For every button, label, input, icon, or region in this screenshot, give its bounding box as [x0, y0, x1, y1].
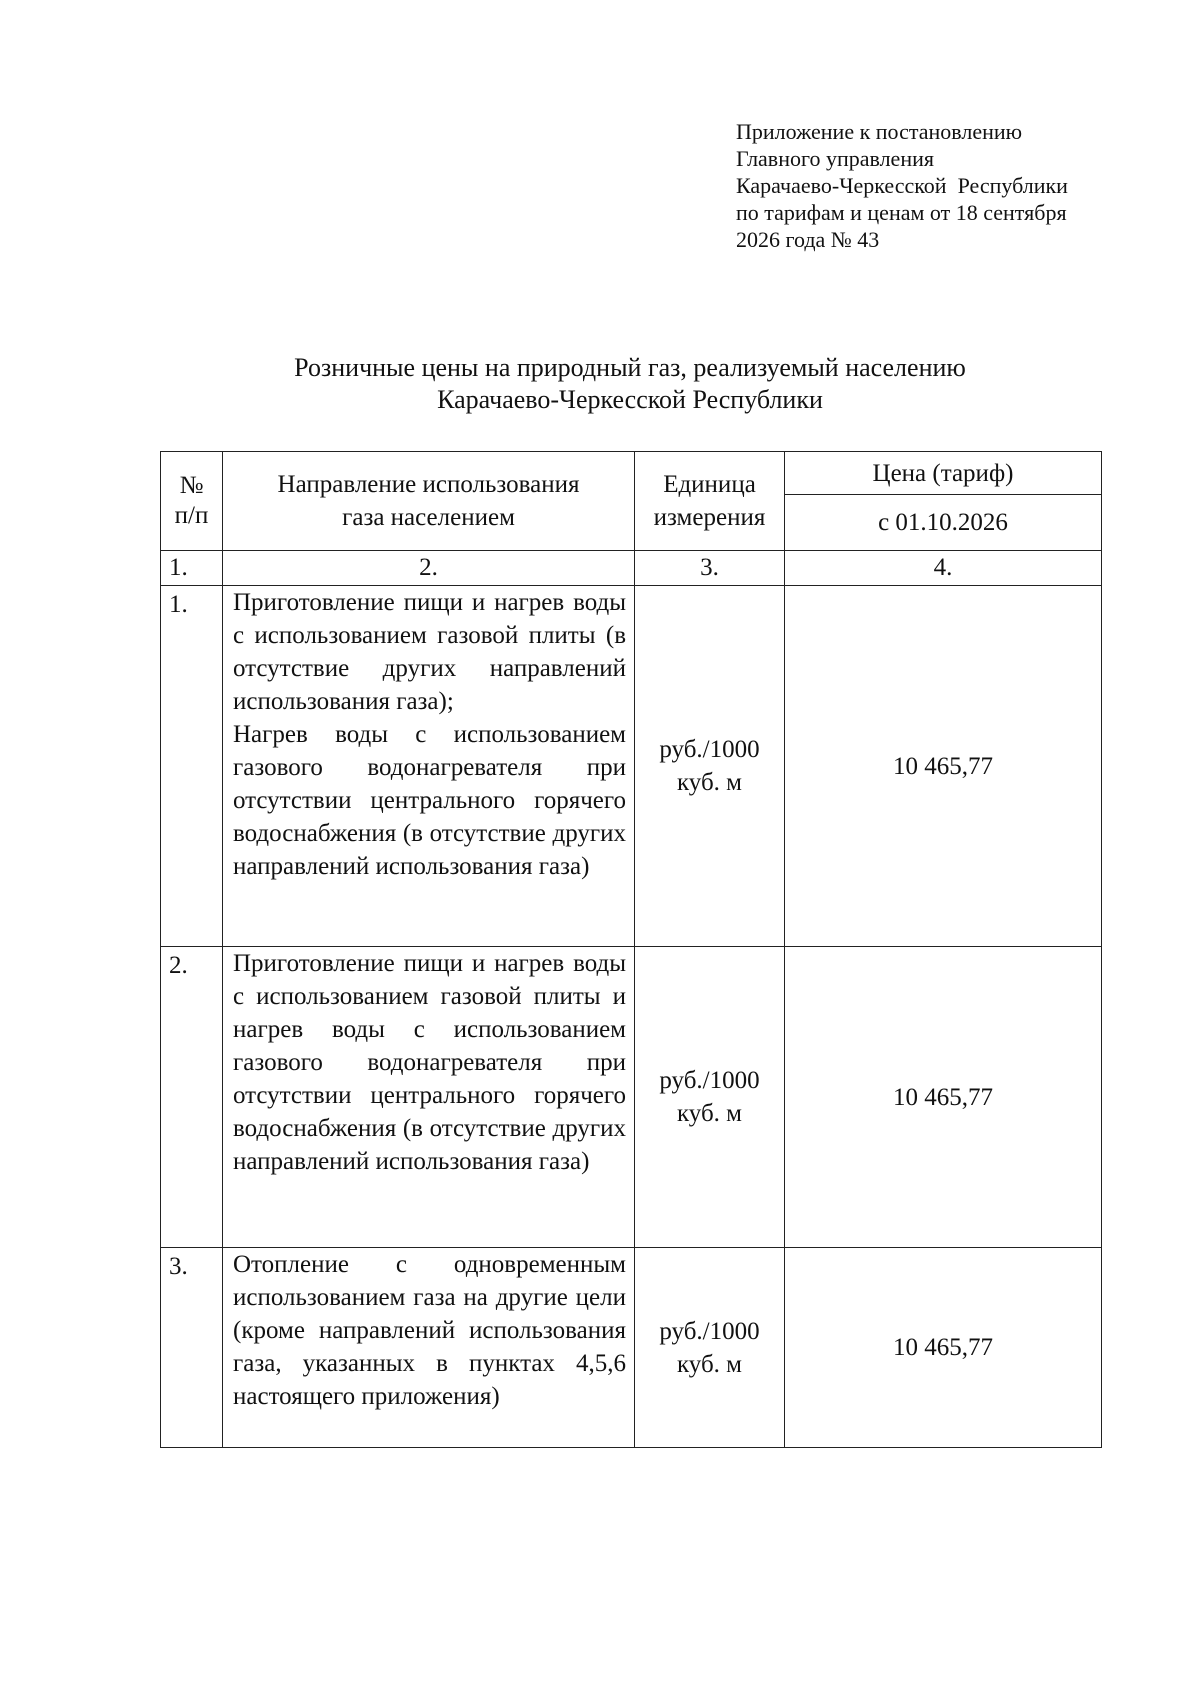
document-title-line-1: Розничные цены на природный газ, реализуемый населению	[294, 353, 966, 382]
header-number	[161, 452, 223, 551]
row-direction	[223, 586, 635, 947]
header-direction-line-1: Направление использования	[277, 471, 580, 498]
header-price-date: с 01.10.2026	[785, 495, 1102, 551]
appendix-line-4: по тарифам и ценам от 18 сентября	[736, 200, 1067, 225]
row-unit-line-2: куб. м	[676, 1350, 742, 1378]
header-unit	[635, 452, 785, 551]
row-price: 10 465,77	[785, 1248, 1102, 1448]
row-unit-line-2: куб. м	[676, 1100, 742, 1127]
header-unit-line-2: измерения	[653, 504, 766, 531]
appendix-note	[736, 118, 1116, 253]
row-unit	[635, 947, 785, 1248]
appendix-line-1: Приложение к постановлению	[736, 119, 1023, 144]
document-title-line-2: Карачаево-Черкесской Республики	[437, 385, 823, 414]
row-price: 10 465,77	[785, 586, 1102, 947]
row-number: 3.	[161, 1248, 223, 1448]
appendix-line-2: Главного управления	[736, 146, 934, 171]
row-direction-part-1: Приготовление пищи и нагрев воды с использованием газовой плиты и нагрев воды с использованием газового водонагревателя при отсутствии центрального горячего водоснабжения (в отсутствие других направлений использования газа)	[233, 950, 626, 1175]
header-unit-line-1: Единица	[663, 471, 756, 498]
row-direction-part-2: Нагрев воды с использованием газового водонагревателя при отсутствии центрального горячего водоснабжения (в отсутствие других направлений использования газа)	[233, 721, 626, 880]
header-number-label: п/п	[174, 502, 209, 529]
row-direction-part-1: Приготовление пищи и нагрев воды с использованием газовой плиты (в отсутствие других направлений использования газа);	[233, 589, 626, 715]
header-number-symbol: №	[179, 472, 204, 499]
column-index-2: 2.	[223, 551, 635, 586]
header-direction-line-2: газа населением	[342, 504, 515, 531]
table-row	[161, 1248, 1102, 1448]
row-unit	[635, 586, 785, 947]
column-index-4: 4.	[785, 551, 1102, 586]
table-header-row	[161, 452, 1102, 495]
header-direction	[223, 452, 635, 551]
row-unit-line-1: руб./1000	[659, 1317, 760, 1345]
appendix-line-5: 2026 года № 43	[736, 227, 880, 252]
row-unit-line-2: куб. м	[676, 769, 742, 796]
row-direction-part-1: Отопление с одновременным использованием газа на другие цели (кроме направлений использования газа, указанных в пунктах 4,5,6 настоящего приложения)	[233, 1251, 626, 1410]
appendix-line-3: Карачаево-Черкесской Республики	[736, 173, 1068, 198]
row-unit-line-1: руб./1000	[659, 736, 760, 763]
row-unit	[635, 1248, 785, 1448]
row-price: 10 465,77	[785, 947, 1102, 1248]
row-direction	[223, 1248, 635, 1448]
header-price: Цена (тариф)	[785, 452, 1102, 495]
document-title	[160, 352, 1100, 416]
row-direction	[223, 947, 635, 1248]
row-number: 1.	[161, 586, 223, 947]
column-index-3: 3.	[635, 551, 785, 586]
table-row	[161, 586, 1102, 947]
tariff-table	[160, 451, 1102, 1448]
column-index-1: 1.	[161, 551, 223, 586]
table-row	[161, 947, 1102, 1248]
row-number: 2.	[161, 947, 223, 1248]
column-index-row	[161, 551, 1102, 586]
row-unit-line-1: руб./1000	[659, 1067, 760, 1094]
